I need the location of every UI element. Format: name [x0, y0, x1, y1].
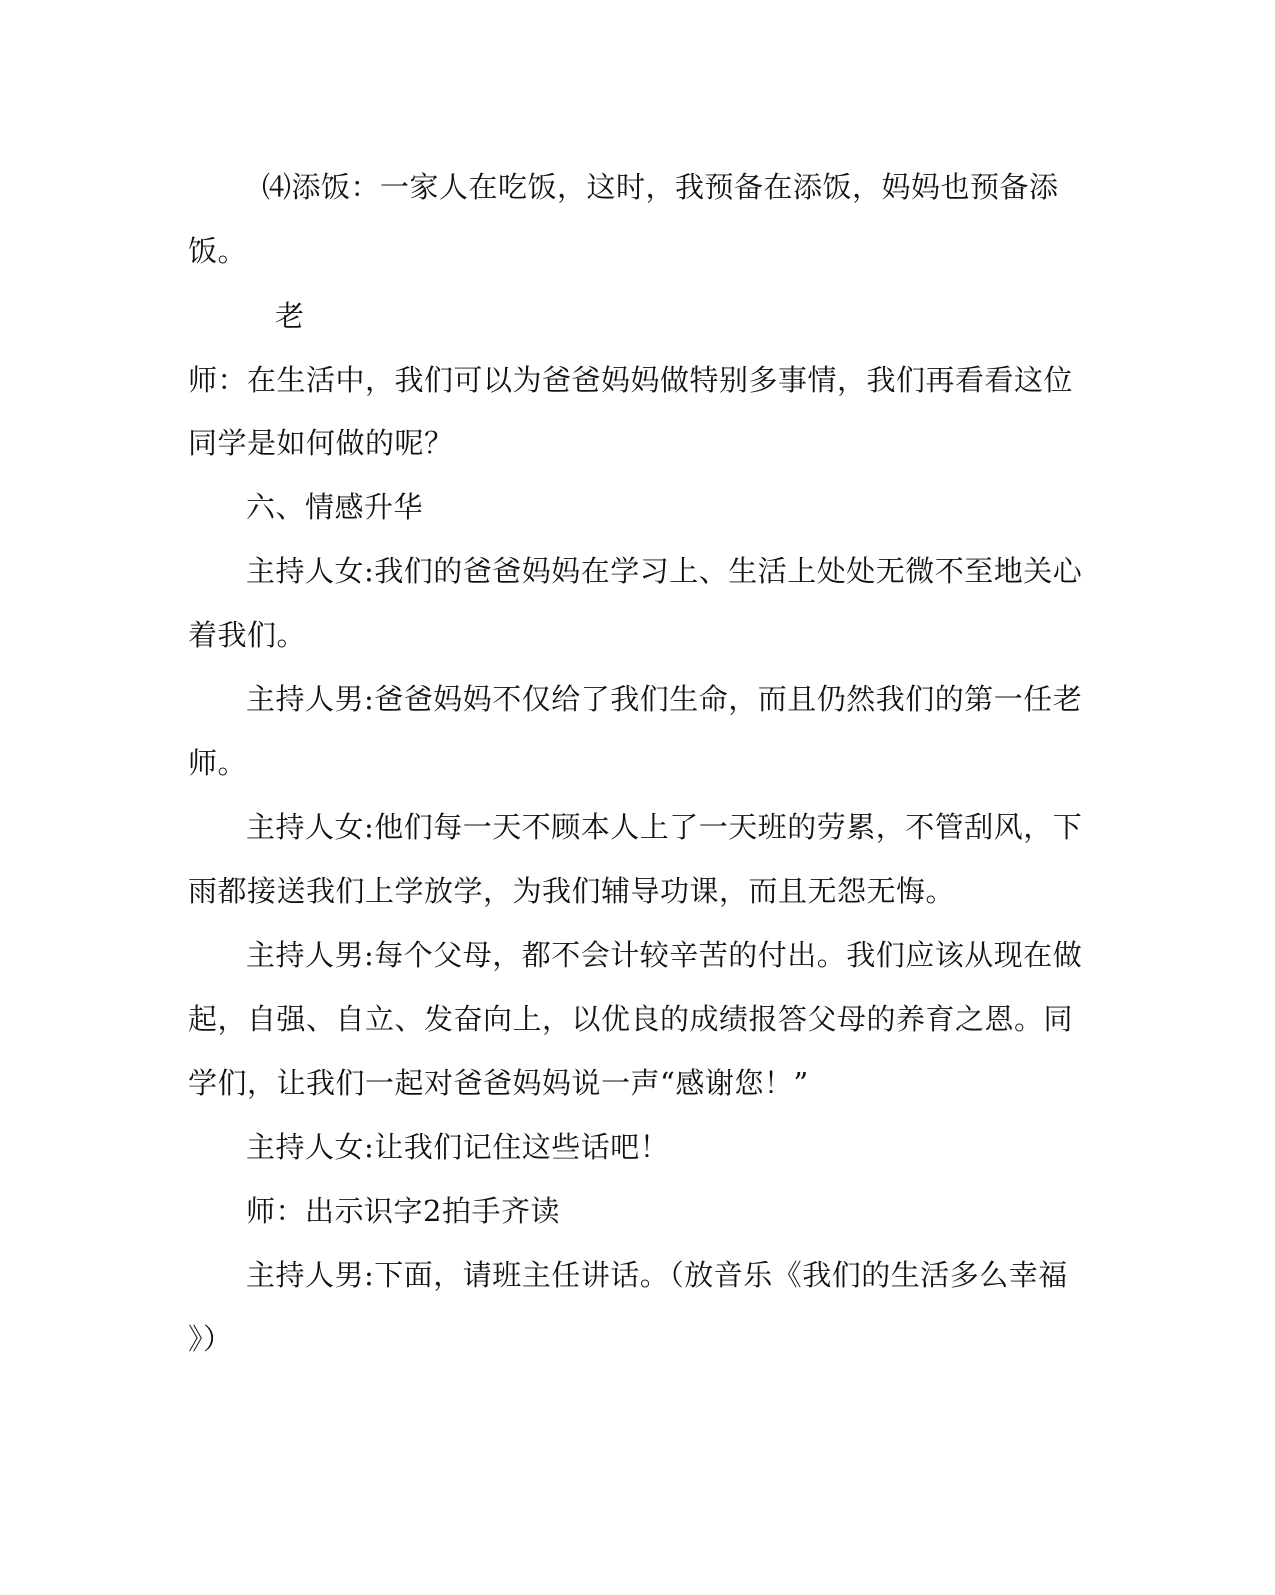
section-heading: 六、情感升华 [246, 490, 424, 524]
text-line: 老 [275, 299, 305, 333]
text-line: 师：出示识字2拍手齐读 [246, 1194, 560, 1228]
text-line: 》） [188, 1322, 233, 1356]
text-line: 着我们。 [188, 618, 307, 652]
text-line: 起，自强、自立、发奋向上，以优良的成绩报答父母的养育之恩。同 [188, 1002, 1074, 1036]
text-line: 学们，让我们一起对爸爸妈妈说一声“感谢您！” [188, 1066, 809, 1100]
text-line: 主持人女:让我们记住这些话吧！ [246, 1130, 670, 1164]
text-line: 主持人男:爸爸妈妈不仅给了我们生命，而且仍然我们的第一任老 [246, 682, 1083, 716]
text-line: ⑷添饭：一家人在吃饭，这时，我预备在添饭，妈妈也预备添 [262, 170, 1059, 204]
text-line: 主持人女:他们每一天不顾本人上了一天班的劳累，不管刮风，下 [246, 810, 1083, 844]
text-line: 主持人女:我们的爸爸妈妈在学习上、生活上处处无微不至地关心 [246, 554, 1083, 588]
text-line: 同学是如何做的呢？ [188, 426, 454, 460]
text-line: 饭。 [188, 234, 248, 268]
text-line: 主持人男:每个父母，都不会计较辛苦的付出。我们应该从现在做 [246, 938, 1083, 972]
text-line: 师：在生活中，我们可以为爸爸妈妈做特别多事情，我们再看看这位 [188, 363, 1074, 397]
text-line: 主持人男:下面，请班主任讲话。（放音乐《我们的生活多么幸福 [246, 1258, 1068, 1292]
text-line: 师。 [188, 746, 248, 780]
text-line: 雨都接送我们上学放学，为我们辅导功课，而且无怨无悔。 [188, 874, 956, 908]
